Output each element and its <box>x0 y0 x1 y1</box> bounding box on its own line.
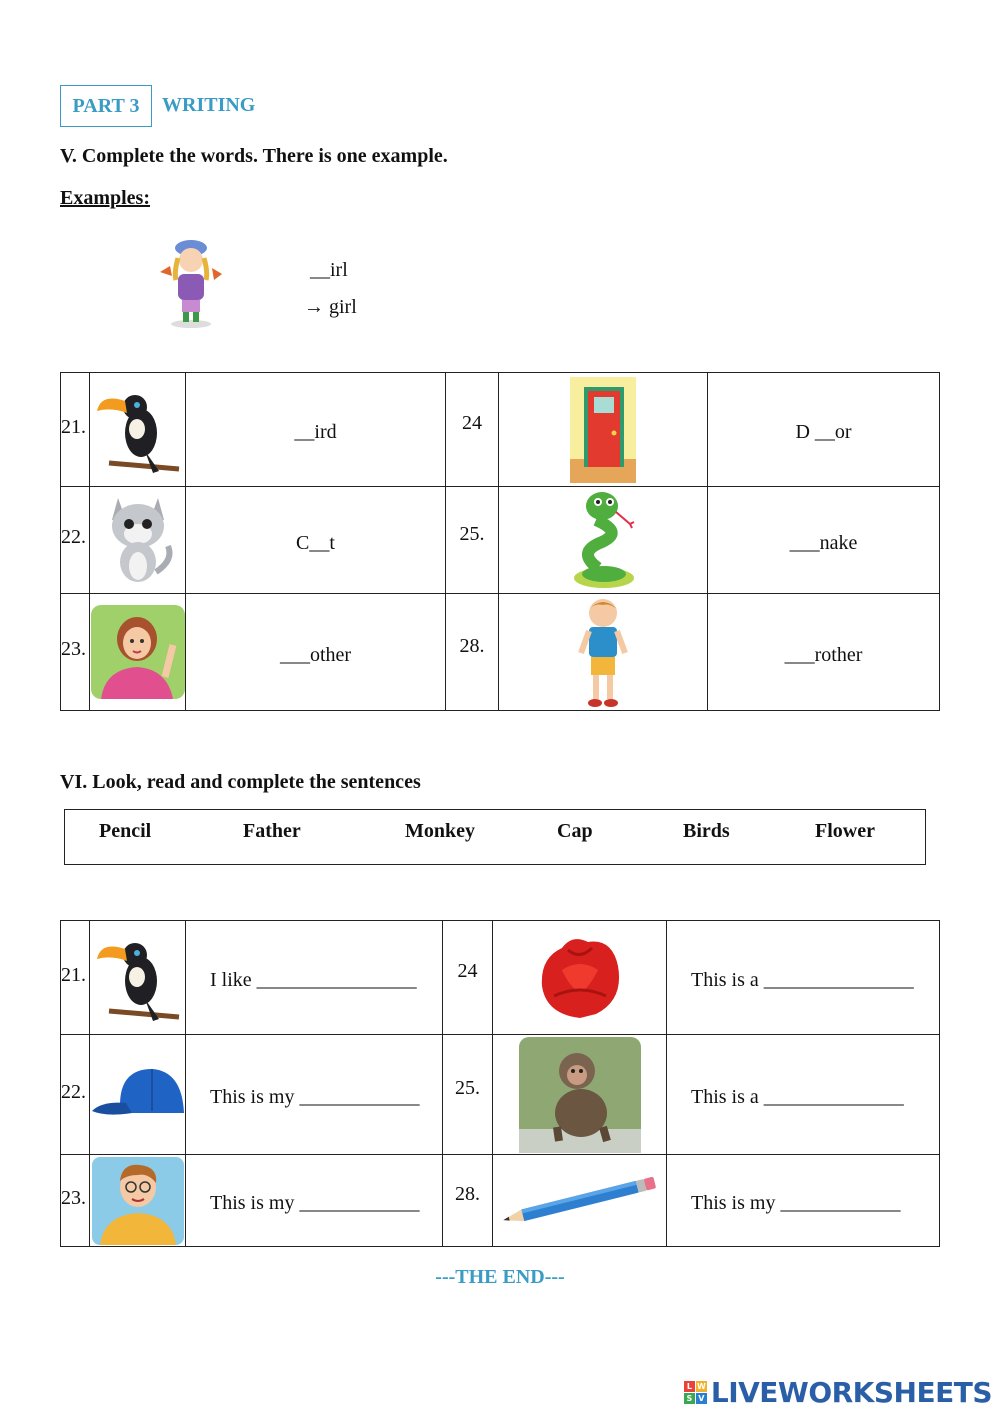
word-prompt: ___other <box>279 643 352 666</box>
examples-label: Examples: <box>60 187 150 209</box>
item-number: 28. <box>459 634 485 657</box>
sentence-prompt: This is a ______________ <box>691 1086 904 1108</box>
item-number: 23. <box>61 638 86 661</box>
mother-image <box>90 594 186 711</box>
item-number: 25. <box>459 522 485 545</box>
item-number: 23. <box>61 1186 86 1209</box>
sentence-prompt: This is my ____________ <box>210 1086 420 1108</box>
snake-image <box>499 487 708 594</box>
section-6-heading: VI. Look, read and complete the sentences <box>60 771 421 793</box>
sentence-prompt: This is a _______________ <box>691 969 914 991</box>
sentence-prompt: This is my ____________ <box>210 1192 420 1214</box>
the-end-text: ---THE END--- <box>435 1266 565 1288</box>
girl-image <box>156 238 226 335</box>
cap-image <box>90 1035 186 1155</box>
word-prompt: ___nake <box>789 531 858 554</box>
table-row <box>61 1035 940 1155</box>
table-row <box>61 487 940 594</box>
father-image <box>90 1155 186 1247</box>
word-bank-item: Birds <box>683 820 730 842</box>
brand-name: LIVEWORKSHEETS <box>710 1376 992 1409</box>
word-bank-item: Monkey <box>405 820 475 842</box>
example-prompt: __irl <box>310 259 348 281</box>
item-number: 28. <box>455 1183 480 1205</box>
word-bank-item: Cap <box>557 820 593 842</box>
part-label: PART 3 <box>72 94 140 117</box>
item-number: 21. <box>61 963 86 986</box>
item-number: 21. <box>61 415 86 438</box>
word-bank-item: Father <box>243 820 301 842</box>
item-number: 24 <box>462 412 482 434</box>
item-number: 22. <box>61 1080 86 1103</box>
liveworksheets-logo[interactable] <box>684 1376 992 1409</box>
cat-image <box>90 487 186 594</box>
item-number: 25. <box>455 1077 480 1099</box>
boy-image <box>499 594 708 711</box>
item-number: 24 <box>457 960 478 982</box>
word-prompt: __ird <box>294 421 337 443</box>
table-row <box>61 594 940 711</box>
word-prompt: ___rother <box>784 643 863 666</box>
pencil-image <box>493 1155 667 1247</box>
table-row <box>61 921 940 1035</box>
sentence-prompt: I like ________________ <box>210 969 417 991</box>
complete-sentences-table <box>60 920 940 1247</box>
item-number: 22. <box>61 526 86 549</box>
word-prompt: D __or <box>795 421 852 443</box>
example-answer: → girl <box>304 296 357 318</box>
flower-image <box>493 921 667 1035</box>
table-row <box>61 1155 940 1247</box>
door-image <box>499 373 708 487</box>
bird-image <box>90 373 186 487</box>
table-row <box>61 373 940 487</box>
word-prompt: C__t <box>296 531 335 554</box>
word-bank <box>64 809 926 865</box>
complete-words-table <box>60 372 940 711</box>
part-label-box <box>60 85 152 127</box>
bird-image <box>90 921 186 1035</box>
part-title: WRITING <box>162 94 256 116</box>
word-bank-item: Pencil <box>99 820 152 842</box>
sentence-prompt: This is my ____________ <box>691 1192 901 1214</box>
word-bank-item: Flower <box>815 820 875 842</box>
section-5-heading: V. Complete the words. There is one example. <box>60 145 448 167</box>
logo-mark-icon: L W S V <box>684 1381 707 1404</box>
monkey-image <box>493 1035 667 1155</box>
